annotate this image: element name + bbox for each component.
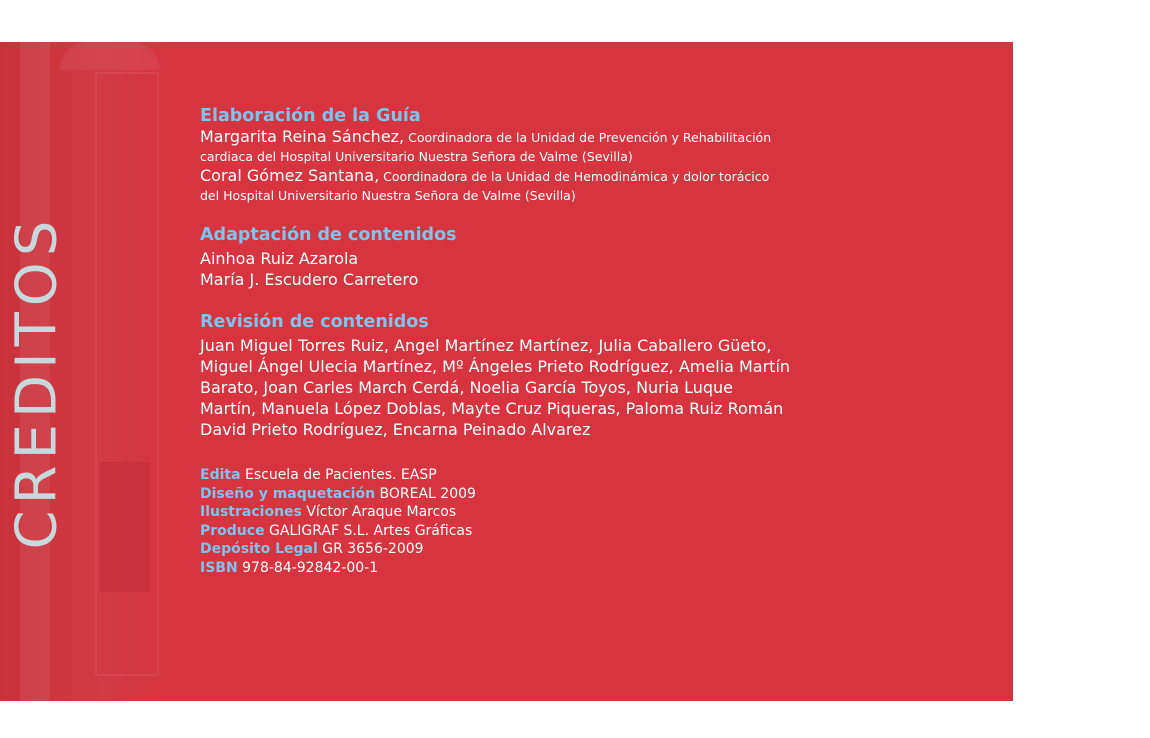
credit-value: 978-84-92842-00-1 (237, 559, 379, 576)
person-name: Ainhoa Ruiz Azarola (200, 249, 359, 268)
author-name: Coral Gómez Santana, (200, 166, 380, 185)
revision-line: David Prieto Rodríguez, Encarna Peinado Alvarez (200, 420, 591, 439)
vertical-title-text: CREDITOS (4, 214, 70, 550)
publication-credits (200, 466, 860, 577)
author-role-continued: del Hospital Universitario Nuestra Señora de Valme (Sevilla) (200, 188, 576, 203)
section-adaptacion (200, 224, 860, 290)
side-image-door (100, 462, 150, 592)
section-elaboracion (200, 105, 860, 205)
credit-value: GR 3656-2009 (317, 541, 424, 557)
side-image-arch (60, 42, 160, 70)
author-name: Margarita Reina Sánchez, (200, 127, 405, 146)
credit-label: Depósito Legal (200, 541, 318, 557)
credit-line-deposito (200, 540, 860, 559)
credit-line-isbn (200, 559, 860, 578)
revision-line: Miguel Ángel Ulecia Martínez, Mº Ángeles Prieto Rodríguez, Amelia Martín (200, 357, 791, 376)
credits-content (200, 105, 860, 577)
credit-value: Víctor Araque Marcos (301, 504, 457, 520)
author-role-continued: cardiaca del Hospital Universitario Nuestra Señora de Valme (Sevilla) (200, 149, 633, 164)
credit-label: Edita (200, 467, 241, 483)
credit-value: BOREAL 2009 (375, 485, 476, 502)
credit-label: Ilustraciones (200, 504, 302, 520)
section-revision (200, 311, 860, 440)
revision-line: Martín, Manuela López Doblas, Mayte Cruz Piqueras, Paloma Ruiz Román (200, 399, 784, 418)
author-role: Coordinadora de la Unidad de Hemodinámica y dolor torácico (379, 169, 770, 184)
vertical-title (0, 42, 70, 701)
credit-label: Produce (200, 522, 265, 539)
section-heading-revision: Revisión de contenidos (200, 312, 429, 332)
credit-line-produce (200, 522, 860, 541)
credit-line-edita (200, 466, 860, 485)
adaptacion-names (200, 248, 860, 290)
revision-line: Barato, Joan Carles March Cerdá, Noelia García Toyos, Nuria Luque (200, 378, 733, 397)
revision-line: Juan Miguel Torres Ruiz, Angel Martínez Martínez, Julia Caballero Güeto, (200, 336, 772, 355)
section-heading-elaboracion: Elaboración de la Guía (200, 106, 421, 126)
author-entry-1 (200, 127, 860, 147)
author-entry-2 (200, 166, 860, 186)
credit-line-diseno (200, 485, 860, 504)
credit-label: ISBN (200, 559, 238, 576)
credit-value: GALIGRAF S.L. Artes Gráficas (264, 522, 473, 539)
section-heading-adaptacion: Adaptación de contenidos (200, 225, 457, 245)
credit-line-ilustraciones (200, 503, 860, 522)
person-name: María J. Escudero Carretero (200, 270, 419, 289)
author-role: Coordinadora de la Unidad de Prevención y Rehabilitación (404, 130, 772, 145)
credit-label: Diseño y maquetación (200, 485, 376, 502)
revision-names (200, 335, 860, 440)
credit-value: Escuela de Pacientes. EASP (240, 467, 437, 483)
